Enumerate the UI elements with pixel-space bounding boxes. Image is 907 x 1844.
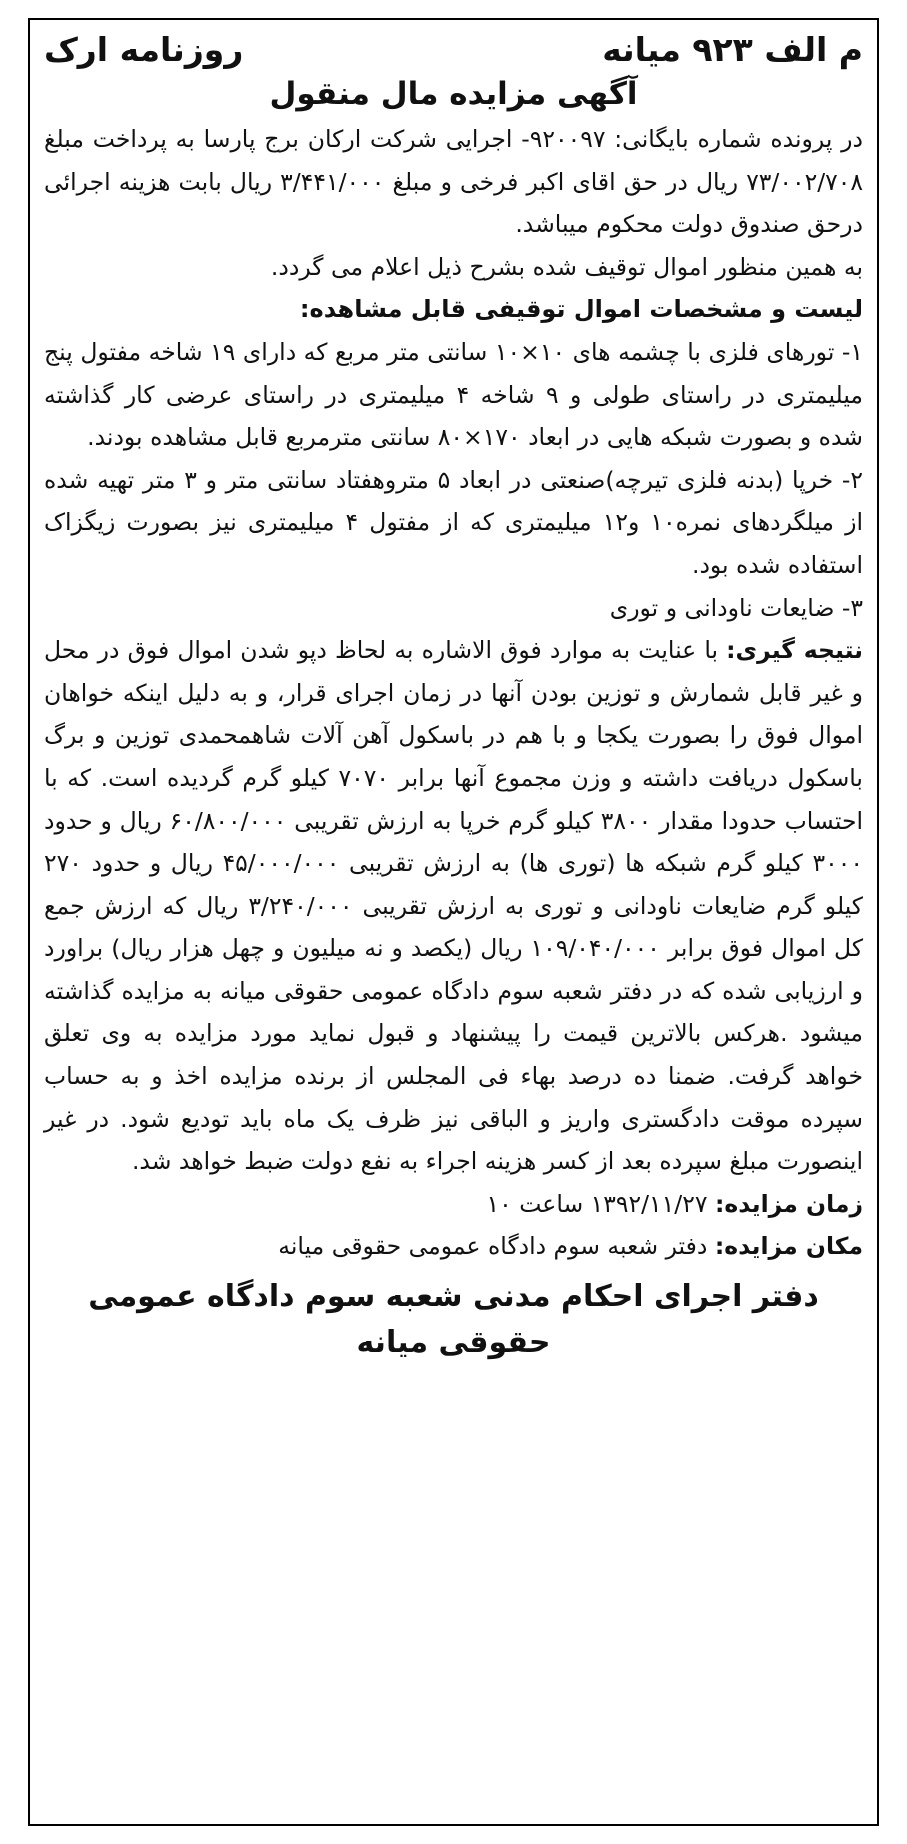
property-item-2: ۲- خرپا (بدنه فلزی تیرچه)صنعتی در ابعاد ۵ متروهفتاد سانتی متر و ۳ متر تهیه شده از میلگردهای نمره۱۰ و۱۲ میلیمتری که از مفتول ۴ میلیمتری نیز بصورت زیگزاک استفاده شده بود. <box>44 465 863 579</box>
conclusion-label: نتیجه گیری: <box>726 636 863 665</box>
auction-place-label: مکان مزایده: <box>714 1232 863 1261</box>
auction-place-value: دفتر شعبه سوم دادگاه عمومی حقوقی میانه <box>278 1232 715 1261</box>
intro-paragraph: در پرونده شماره بایگانی: ۹۲۰۰۹۷- اجرایی شرکت ارکان برج پارسا به پرداخت مبلغ ۷۳/۰۰۲/۷۰۸ ریال در حق اقای اکبر فرخی و مبلغ ۳/۴۴۱/۰۰۰ ریال بابت هزینه اجرائی درحق صندوق دولت محکوم میباشد. <box>44 125 863 239</box>
issuing-office: دفتر اجرای احکام مدنی شعبه سوم دادگاه عمومی حقوقی میانه <box>88 1279 819 1361</box>
property-item-3: ۳- ضایعات ناودانی و توری <box>609 593 863 622</box>
auction-time <box>44 1183 863 1226</box>
notice-header <box>44 30 863 70</box>
auction-time-label: زمان مزایده: <box>714 1189 863 1218</box>
newspaper-name: روزنامه ارک <box>44 30 244 69</box>
property-list-heading: لیست و مشخصات اموال توقیفی قابل مشاهده: <box>299 295 863 324</box>
property-item-1: ۱- تورهای فلزی با چشمه های ۱۰×۱۰ سانتی متر مربع که دارای ۱۹ شاخه مفتول پنج میلیمتری در راستای طولی و ۹ شاخه ۴ میلیمتری در راستای عرضی کار گذاشته شده و بصورت شبکه هایی در ابعاد ۱۷۰×۸۰ سانتی مترمربع قابل مشاهده بودند. <box>44 337 864 452</box>
conclusion-text: با عنایت به موارد فوق الاشاره به لحاظ دپو شدن اموال فوق در محل و غیر قابل شمارش و توزین بودن آنها در زمان اجرای قرار، و به دلیل اینکه خواهان اموال فوق را بصورت یکجا و با هم در باسکول آهن آلات شاهمحمدی توزین و برگ باسکول دریافت داشته و وزن مجموع آنها برابر ۷۰۷۰ کیلو گرم گردیده است. که با احتساب حدودا مقدار ۳۸۰۰ کیلو گرم خرپا به ارزش تقریبی ۶۰/۸۰۰/۰۰۰ ریال و حدود ۳۰۰۰ کیلو گرم شبکه ها (توری ها) به ارزش تقریبی ۴۵/۰۰۰/۰۰۰ ریال و حدود ۲۷۰ کیلو گرم ضایعات ناودانی و توری به ارزش تقریبی ۳/۲۴۰/۰۰۰ ریال که ارزش جمع کل اموال فوق برابر ۱۰۹/۰۴۰/۰۰۰ ریال (یکصد و نه میلیون و چهل هزار ریال) براورد و ارزیابی شده که در دفتر شعبه سوم دادگاه عمومی حقوقی میانه به مزایده گذاشته میشود .هرکس بالاترین قیمت را پیشنهاد و قبول نماید مورد مزایده به وی تعلق خواهد گرفت. ضمنا ده درصد بهاء فی المجلس از برنده مزایده اخذ و به حساب سپرده موقت دادگستری واریز و الباقی نیز ظرف یک ماه باید تودیع شود. در غیر اینصورت مبلغ سپرده بعد از کسر هزینه اجراء به نفع دولت ضبط خواهد شد. <box>44 636 864 1176</box>
conclusion-paragraph <box>44 629 863 1183</box>
reference-number: م الف ۹۲۳ میانه <box>602 30 863 69</box>
notice-title: آگهی مزایده مال منقول <box>269 76 638 112</box>
intro-announcement: به همین منظور اموال توقیف شده بشرح ذیل اعلام می گردد. <box>270 252 863 281</box>
auction-notice <box>28 18 879 1826</box>
auction-time-value: ۱۳۹۲/۱۱/۲۷ ساعت ۱۰ <box>486 1189 715 1218</box>
auction-place <box>44 1225 863 1268</box>
